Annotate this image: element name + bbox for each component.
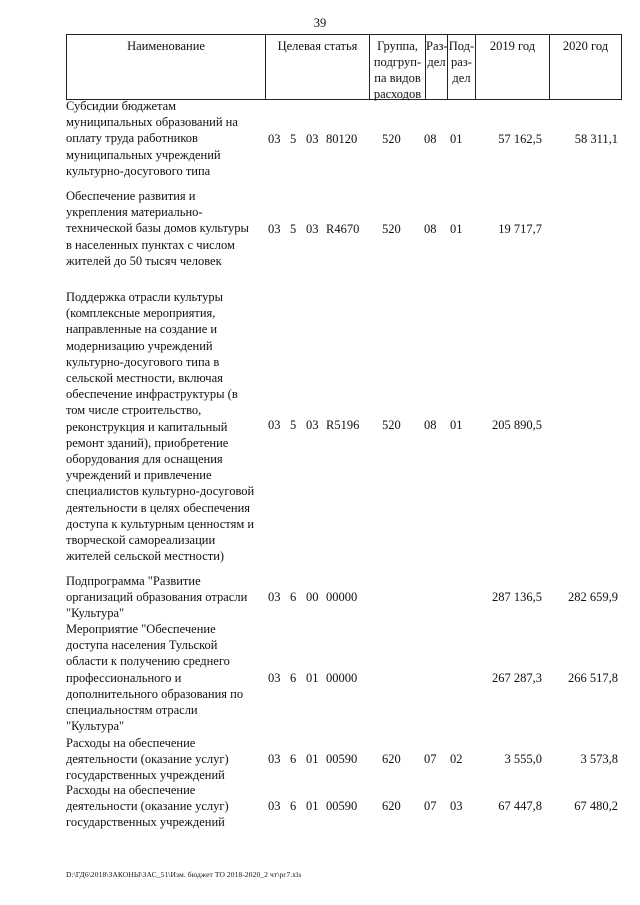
amount-2019: 67 447,8 bbox=[498, 799, 542, 813]
target-code-3: 03 bbox=[306, 222, 319, 236]
target-code-2: 6 bbox=[290, 752, 297, 766]
group-code: 620 bbox=[382, 799, 401, 813]
podrazdel-code: 01 bbox=[450, 132, 463, 146]
amount-2019: 57 162,5 bbox=[498, 132, 542, 146]
amount-2019: 205 890,5 bbox=[492, 418, 542, 432]
row-name: Субсидии бюджетам муниципальных образований на оплату труда работников муниципальных учреждений культурно-досугового типа bbox=[66, 99, 238, 178]
target-code-4: 00590 bbox=[326, 799, 358, 813]
header-2020: 2020 год bbox=[549, 35, 621, 99]
target-code-1: 03 bbox=[268, 222, 281, 236]
target-code-3: 00 bbox=[306, 590, 319, 604]
amount-2019: 19 717,7 bbox=[498, 222, 542, 236]
header-target: Целевая статья bbox=[265, 35, 369, 99]
amount-2019: 3 555,0 bbox=[504, 752, 542, 766]
podrazdel-code: 02 bbox=[450, 752, 463, 766]
header-razdel: Раз- дел bbox=[425, 35, 447, 99]
target-code-1: 03 bbox=[268, 799, 281, 813]
group-code: 520 bbox=[382, 418, 401, 432]
podrazdel-code: 01 bbox=[450, 418, 463, 432]
target-code-1: 03 bbox=[268, 132, 281, 146]
group-code: 520 bbox=[382, 222, 401, 236]
target-code-4: R5196 bbox=[326, 418, 360, 432]
target-code-1: 03 bbox=[268, 752, 281, 766]
target-code-2: 5 bbox=[290, 132, 297, 146]
target-code-4: 00000 bbox=[326, 590, 358, 604]
target-code-4: 80120 bbox=[326, 132, 358, 146]
header-group: Группа, подгруп- па видов расходов bbox=[369, 35, 425, 99]
target-code-1: 03 bbox=[268, 418, 281, 432]
row-name: Мероприятие "Обеспечение доступа населения Тульской области к получению среднего профессионального и дополнительного образования по специальностям отрасли "Культура" bbox=[66, 622, 244, 734]
group-code: 620 bbox=[382, 752, 401, 766]
row-name: Расходы на обеспечение деятельности (оказание услуг) государственных учреждений bbox=[66, 783, 229, 830]
amount-2019: 267 287,3 bbox=[492, 671, 542, 685]
podrazdel-code: 03 bbox=[450, 799, 463, 813]
target-code-3: 01 bbox=[306, 671, 319, 685]
razdel-code: 07 bbox=[424, 799, 437, 813]
amount-2019: 287 136,5 bbox=[492, 590, 542, 604]
amount-2020: 58 311,1 bbox=[574, 132, 618, 146]
target-code-2: 5 bbox=[290, 222, 297, 236]
razdel-code: 08 bbox=[424, 132, 437, 146]
target-code-1: 03 bbox=[268, 671, 281, 685]
razdel-code: 07 bbox=[424, 752, 437, 766]
razdel-code: 08 bbox=[424, 222, 437, 236]
amount-2020: 3 573,8 bbox=[580, 752, 618, 766]
amount-2020: 282 659,9 bbox=[568, 590, 618, 604]
target-code-1: 03 bbox=[268, 590, 281, 604]
row-name: Расходы на обеспечение деятельности (оказание услуг) государственных учреждений bbox=[66, 736, 229, 783]
target-code-3: 01 bbox=[306, 799, 319, 813]
header-name: Наименование bbox=[127, 39, 205, 53]
file-path-footer: D:\ГД6\2018\ЗАКОНЫ\ЗАС_51\Изм. бюджет ТО 2018-2020_2 чт\рг7.xls bbox=[66, 870, 302, 879]
razdel-code: 08 bbox=[424, 418, 437, 432]
row-name: Обеспечение развития и укрепления материально- технической базы домов культуры в населенных пунктах с числом жителей до 50 тысяч человек bbox=[66, 189, 249, 268]
target-code-2: 5 bbox=[290, 418, 297, 432]
header-2019: 2019 год bbox=[475, 35, 549, 99]
target-code-3: 03 bbox=[306, 418, 319, 432]
target-code-2: 6 bbox=[290, 671, 297, 685]
target-code-4: R4670 bbox=[326, 222, 360, 236]
amount-2020: 266 517,8 bbox=[568, 671, 618, 685]
group-code: 520 bbox=[382, 132, 401, 146]
row-name: Поддержка отрасли культуры (комплексные мероприятия, направленные на создание и модернизацию учреждений культурно-досугового типа в сельской местности, включая обеспечение инфраструктуры (в том числе строительство, реконструкция и капитальный ремонт зданий), приобретение оборудования для оснащения учреждений и привлечение специалистов культурно-досуговой деятельности в целях обеспечения доступа к культурным ценностям и творческой самореализации жителей сельской местности) bbox=[66, 290, 255, 564]
amount-2020: 67 480,2 bbox=[574, 799, 618, 813]
row-name: Подпрограмма "Развитие организаций образования отрасли "Культура" bbox=[66, 574, 248, 621]
header-podrazdel: Под- раз- дел bbox=[447, 35, 475, 99]
page-number: 39 bbox=[313, 16, 327, 30]
target-code-3: 03 bbox=[306, 132, 319, 146]
target-code-2: 6 bbox=[290, 799, 297, 813]
target-code-4: 00590 bbox=[326, 752, 358, 766]
table-header bbox=[66, 34, 622, 100]
target-code-3: 01 bbox=[306, 752, 319, 766]
target-code-2: 6 bbox=[290, 590, 297, 604]
target-code-4: 00000 bbox=[326, 671, 358, 685]
podrazdel-code: 01 bbox=[450, 222, 463, 236]
